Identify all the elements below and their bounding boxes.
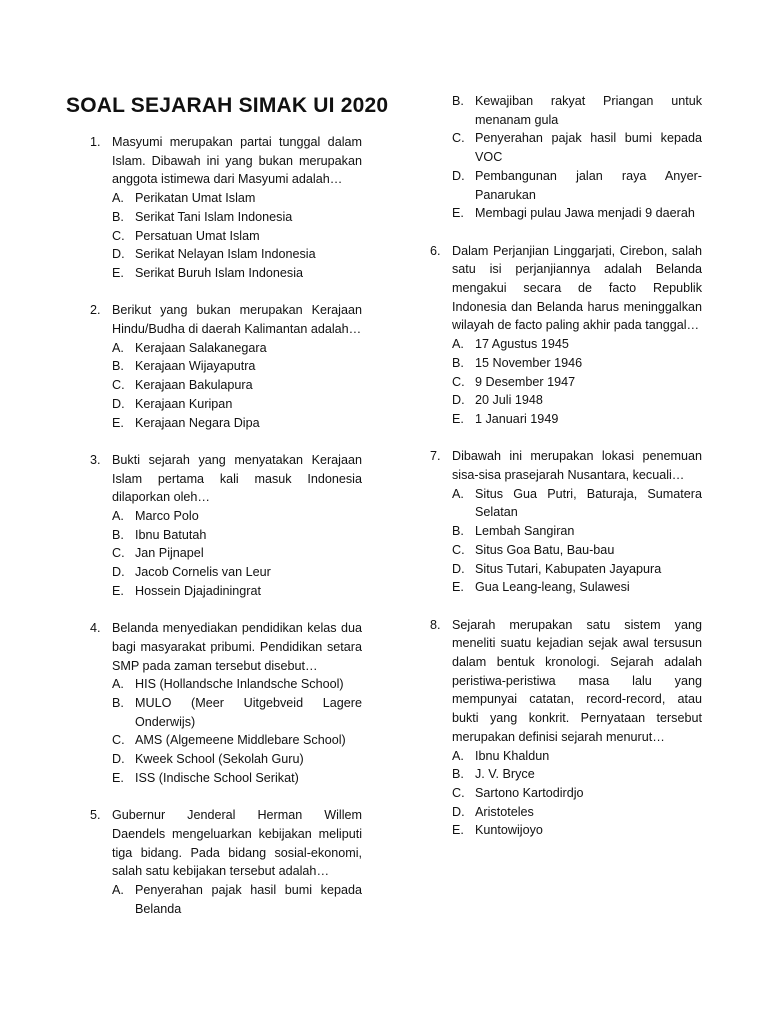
option-d: [112, 395, 362, 414]
option-a: [112, 675, 362, 694]
option-a: [112, 881, 362, 918]
option-c: [452, 541, 702, 560]
option-text: Jan Pijnapel: [135, 546, 204, 561]
option-letter: E.: [112, 265, 124, 280]
option-list: [90, 881, 362, 918]
option-letter: A.: [112, 340, 124, 355]
option-text: Kerajaan Bakulapura: [135, 378, 253, 393]
option-e: [452, 578, 702, 597]
option-e: [112, 264, 362, 283]
option-a: [452, 335, 702, 354]
option-text: Pembangunan jalan raya Anyer-Panarukan: [475, 168, 702, 202]
option-letter: E.: [452, 580, 464, 595]
option-letter: D.: [112, 247, 125, 262]
question-stem: Gubernur Jenderal Herman Willem Daendels mengeluarkan kebijakan meliputi tiga bidang. Pada bidang sosial-ekonomi, salah satu kebijakan tersebut adalah…: [112, 808, 362, 879]
option-letter: E.: [112, 770, 124, 785]
option-text: Kerajaan Wijayaputra: [135, 359, 256, 374]
option-a: [112, 339, 362, 358]
question-stem: Sejarah merupakan satu sistem yang meneliti suatu kejadian sejak awal tersusun dalam bentuk kronologi. Sejarah adalah peristiwa-peristiwa masa lalu yang mempunyai catatan, record-record, atau bukti yang konkrit. Pernyataan tersebut merupakan definisi sejarah menurut…: [452, 617, 702, 744]
option-d: [452, 803, 702, 822]
option-list: [90, 675, 362, 787]
option-letter: B.: [452, 355, 464, 370]
option-letter: E.: [112, 583, 124, 598]
option-letter: C.: [452, 131, 465, 146]
option-text: Sartono Kartodirdjo: [475, 785, 584, 800]
option-list: [430, 747, 702, 841]
option-text: MULO (Meer Uitgebveid Lagere Onderwijs): [135, 696, 362, 729]
question-stem: Dalam Perjanjian Linggarjati, Cirebon, salah satu isi perjanjiannya adalah Belanda mengakui secara de facto Republik Indonesia dan Belanda harus meninggalkan wilayah de facto paling akhir pada tanggal…: [452, 243, 702, 333]
question-number: 6.: [430, 243, 441, 258]
question-7: [430, 447, 702, 597]
option-b: [452, 92, 702, 129]
option-letter: D.: [452, 168, 465, 183]
option-text: Hossein Djajadiningrat: [135, 583, 262, 598]
question-number: 7.: [430, 449, 441, 464]
question-3: [90, 451, 362, 601]
option-letter: C.: [112, 378, 125, 393]
option-a: [452, 747, 702, 766]
question-number: 2.: [90, 303, 101, 318]
option-list: [90, 339, 362, 433]
question-number: 5.: [90, 808, 101, 823]
option-text: HIS (Hollandsche Inlandsche School): [135, 677, 344, 692]
option-text: Kuntowijoyo: [475, 823, 543, 838]
option-d: [112, 563, 362, 582]
option-text: Lembah Sangiran: [475, 524, 575, 539]
question-stem: Masyumi merupakan partai tunggal dalam Islam. Dibawah ini yang bukan merupakan anggota istimewa dari Masyumi adalah…: [112, 135, 362, 187]
option-letter: B.: [112, 359, 124, 374]
option-text: Marco Polo: [135, 509, 199, 524]
option-letter: D.: [112, 565, 125, 580]
option-a: [452, 485, 702, 522]
option-letter: E.: [452, 823, 464, 838]
option-letter: E.: [452, 411, 464, 426]
option-text: Aristoteles: [475, 804, 534, 819]
option-letter: B.: [112, 696, 124, 711]
option-text: 15 November 1946: [475, 355, 583, 370]
option-b: [112, 694, 362, 731]
option-a: [112, 507, 362, 526]
option-letter: C.: [112, 546, 125, 561]
option-text: Situs Goa Batu, Bau-bau: [475, 542, 615, 557]
option-letter: B.: [112, 209, 124, 224]
option-text: Perikatan Umat Islam: [135, 191, 256, 206]
option-text: 17 Agustus 1945: [475, 337, 569, 352]
question-number: 8.: [430, 617, 441, 632]
question-number: 4.: [90, 621, 101, 636]
question-stem: Bukti sejarah yang menyatakan Kerajaan Islam pertama kali masuk Indonesia dilaporkan oleh…: [112, 452, 362, 505]
option-e: [112, 414, 362, 433]
option-list: [90, 507, 362, 601]
question-number: 1.: [90, 135, 101, 149]
option-letter: B.: [452, 94, 464, 108]
option-letter: A.: [452, 748, 464, 763]
question-stem: Berikut yang bukan merupakan Kerajaan Hindu/Budha di daerah Kalimantan adalah…: [112, 303, 362, 337]
option-c: [452, 129, 702, 166]
option-text: 1 Januari 1949: [475, 411, 559, 426]
option-e: [452, 204, 702, 223]
option-text: Serikat Tani Islam Indonesia: [135, 209, 293, 224]
option-letter: E.: [452, 206, 464, 221]
option-text: Penyerahan pajak hasil bumi kepada VOC: [475, 131, 702, 165]
option-letter: D.: [452, 804, 465, 819]
option-text: 9 Desember 1947: [475, 374, 576, 389]
option-list: [430, 92, 702, 223]
option-letter: D.: [112, 396, 125, 411]
question-8: [430, 616, 702, 840]
option-letter: C.: [452, 374, 465, 389]
option-text: ISS (Indische School Serikat): [135, 770, 299, 785]
option-letter: A.: [112, 883, 124, 898]
option-text: Kerajaan Kuripan: [135, 396, 233, 411]
option-b: [452, 354, 702, 373]
option-letter: A.: [112, 509, 124, 524]
option-letter: D.: [452, 561, 465, 576]
question-5-continued: [430, 92, 702, 223]
option-text: AMS (Algemeene Middlebare School): [135, 733, 346, 748]
option-text: Jacob Cornelis van Leur: [135, 565, 271, 580]
option-e: [452, 821, 702, 840]
option-text: 20 Juli 1948: [475, 393, 543, 408]
option-list: [90, 189, 362, 283]
option-d: [452, 391, 702, 410]
option-d: [452, 167, 702, 204]
option-letter: D.: [112, 752, 125, 767]
question-stem: Belanda menyediakan pendidikan kelas dua bagi masyarakat pribumi. Pendidikan setara SMP pada zaman tersebut disebut…: [112, 621, 362, 673]
option-c: [112, 544, 362, 563]
option-text: Ibnu Batutah: [135, 527, 207, 542]
option-letter: A.: [452, 486, 464, 501]
option-b: [452, 765, 702, 784]
option-letter: C.: [112, 733, 125, 748]
option-text: Situs Gua Putri, Baturaja, Sumatera Selatan: [475, 486, 702, 520]
option-letter: A.: [112, 191, 124, 206]
option-letter: E.: [112, 415, 124, 430]
option-list: [430, 335, 702, 429]
option-text: Kerajaan Negara Dipa: [135, 415, 260, 430]
option-c: [112, 731, 362, 750]
option-b: [112, 526, 362, 545]
option-e: [112, 582, 362, 601]
option-text: Penyerahan pajak hasil bumi kepada Belanda: [135, 883, 362, 916]
option-text: Persatuan Umat Islam: [135, 228, 260, 243]
option-letter: C.: [112, 228, 125, 243]
question-5: [90, 806, 362, 918]
option-e: [452, 410, 702, 429]
option-letter: B.: [452, 524, 464, 539]
option-text: Kerajaan Salakanegara: [135, 340, 267, 355]
option-letter: A.: [112, 677, 124, 692]
option-letter: B.: [452, 767, 464, 782]
option-letter: C.: [452, 542, 465, 557]
option-text: Serikat Nelayan Islam Indonesia: [135, 247, 316, 262]
option-c: [112, 376, 362, 395]
option-d: [112, 750, 362, 769]
option-letter: A.: [452, 337, 464, 352]
question-1: [90, 133, 362, 283]
option-b: [112, 357, 362, 376]
option-text: Kewajiban rakyat Priangan untuk menanam gula: [475, 94, 702, 127]
question-4: [90, 619, 362, 787]
option-letter: C.: [452, 785, 465, 800]
option-d: [112, 245, 362, 264]
left-column: [90, 133, 362, 937]
option-text: Situs Tutari, Kabupaten Jayapura: [475, 561, 662, 576]
question-2: [90, 301, 362, 432]
option-text: Kweek School (Sekolah Guru): [135, 752, 304, 767]
option-text: Gua Leang-leang, Sulawesi: [475, 580, 630, 595]
option-b: [112, 208, 362, 227]
page-title: SOAL SEJARAH SIMAK UI 2020: [66, 94, 389, 117]
question-number: 3.: [90, 452, 101, 467]
right-column: [430, 92, 702, 859]
option-list: [430, 485, 702, 597]
option-c: [452, 784, 702, 803]
option-a: [112, 189, 362, 208]
question-6: [430, 242, 702, 429]
option-text: J. V. Bryce: [475, 767, 535, 782]
option-letter: B.: [112, 527, 124, 542]
option-b: [452, 522, 702, 541]
option-c: [452, 373, 702, 392]
option-c: [112, 227, 362, 246]
option-text: Ibnu Khaldun: [475, 748, 550, 763]
option-d: [452, 560, 702, 579]
option-e: [112, 769, 362, 788]
option-text: Serikat Buruh Islam Indonesia: [135, 265, 304, 280]
option-letter: D.: [452, 393, 465, 408]
option-text: Membagi pulau Jawa menjadi 9 daerah: [475, 206, 695, 221]
question-stem: Dibawah ini merupakan lokasi penemuan sisa-sisa prasejarah Nusantara, kecuali…: [452, 449, 702, 483]
